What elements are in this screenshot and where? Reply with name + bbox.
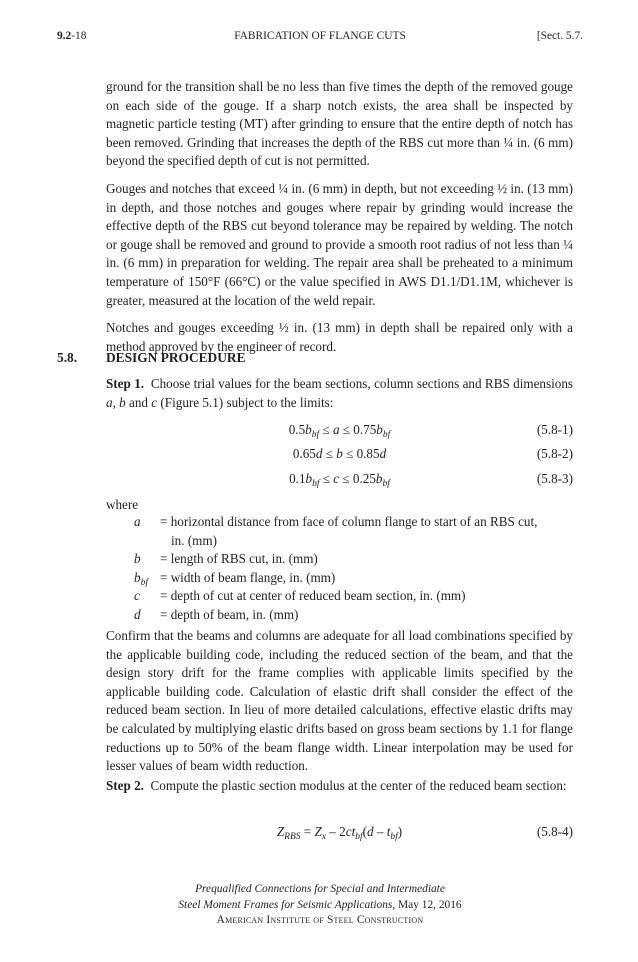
equation-5-8-1 [106, 420, 573, 439]
paragraph-confirm-adequacy: Confirm that the beams and columns are adequate for all load combinations specified by the applicable building code, including the reduced section of the beam, and that the design story drift for the frame complies with applicable limits specified by the applicable building code. Calculation of elastic drift shall consider the effect of the reduced beam section. In lieu of more detailed calculations, effective elastic drifts may be calculated by multiplying elastic drifts based on gross beam sections by 1.1 for flange reductions up to 50% of the beam flange width. Linear interpolation may be used for lesser values of beam width reduction. [106, 628, 573, 774]
section-title: DESIGN PROCEDURE [106, 350, 246, 365]
equation-5-8-3 [106, 469, 573, 488]
page-footer [57, 882, 583, 929]
definition-c: c = depth of cut at center of reduced beam section, in. (mm) [134, 588, 466, 604]
variable-definitions [134, 513, 574, 625]
body-text [106, 78, 573, 356]
step-2-text: Step 2. Compute the plastic section modulus at the center of the reduced beam section: [106, 778, 567, 793]
step-1-text: Step 1. Choose trial values for the beam sections, column sections and RBS dimensions a, b and c (Figure 5.1) subject to the limits: [106, 376, 574, 410]
footer-publication-title: Prequalified Connections for Special and Intermediate [195, 883, 445, 895]
paragraph-gouges-repair: Gouges and notches that exceed ¼ in. (6 mm) in depth, but not exceeding ½ in. (13 mm) in depth, and those notches and gouges where repair by grinding would increase the effective depth of the RBS cut beyond tolerance may be repaired by welding. The notch or gouge shall be removed and ground to provide a smooth root radius of not less than ¼ in. (6 mm) in preparation for welding. The repair area shall be preheated to a minimum temperature of 150°F (66°C) or the value specified in AWS D1.1/D1.1M, whichever is greater, measured at the location of the weld repair. [106, 180, 573, 308]
paragraph-grinding: ground for the transition shall be no less than five times the depth of the removed gouge on each side of the gouge. If a sharp notch exists, the area shall be inspected by magnetic particle testing (MT) after grinding to ensure that the entire depth of notch has been removed. Grinding that increases the depth of the RBS cut more than ¼ in. (6 mm) beyond the specified depth of cut is not permitted. [106, 79, 573, 169]
definition-a: a = horizontal distance from face of column flange to start of an RBS cut, in. (mm) [134, 514, 538, 548]
equation-5-8-2 [106, 444, 573, 463]
equation-expression: $0.1b_{bf} \le c \le 0.25b_{bf}$ [289, 471, 390, 489]
section-reference: [Sect. 5.7. [536, 30, 583, 42]
section-number: 5.8. [57, 350, 78, 365]
definition-bbf: $b_{bf}$ = width of beam flange, in. (mm) [134, 569, 336, 588]
definition-b: b = length of RBS cut, in. (mm) [134, 551, 318, 567]
step-2-label: Step 2. [106, 778, 144, 793]
where-label: where [106, 497, 139, 512]
equation-number: (5.8-4) [536, 824, 573, 839]
definition-d: d = depth of beam, in. (mm) [134, 606, 299, 622]
running-header [57, 30, 583, 46]
equation-5-8-4 [106, 822, 573, 841]
equation-expression: $Z_{RBS} = Z_x - 2ct_{bf}(d - t_{bf})$ [276, 824, 403, 842]
running-title: FABRICATION OF FLANGE CUTS [234, 30, 406, 42]
step-1-label: Step 1. [106, 376, 145, 391]
equation-number: (5.8-2) [536, 446, 573, 461]
equation-expression: $0.5b_{bf} \le a \le 0.75b_{bf}$ [288, 422, 391, 440]
equation-expression: 0.65d ≤ b ≤ 0.85d [292, 446, 387, 461]
paragraph-notches-approval: Notches and gouges exceeding ½ in. (13 mm) in depth shall be repaired only with a method approved by the engineer of record. [106, 320, 573, 354]
footer-publisher: American Institute of Steel Construction [216, 914, 424, 926]
equation-number: (5.8-1) [536, 422, 573, 437]
footer-publication-date: Steel Moment Frames for Seismic Applications, May 12, 2016 [178, 898, 462, 911]
page-number: 9.2-18 [57, 30, 87, 42]
equation-number: (5.8-3) [536, 471, 573, 486]
section-heading [57, 349, 246, 367]
